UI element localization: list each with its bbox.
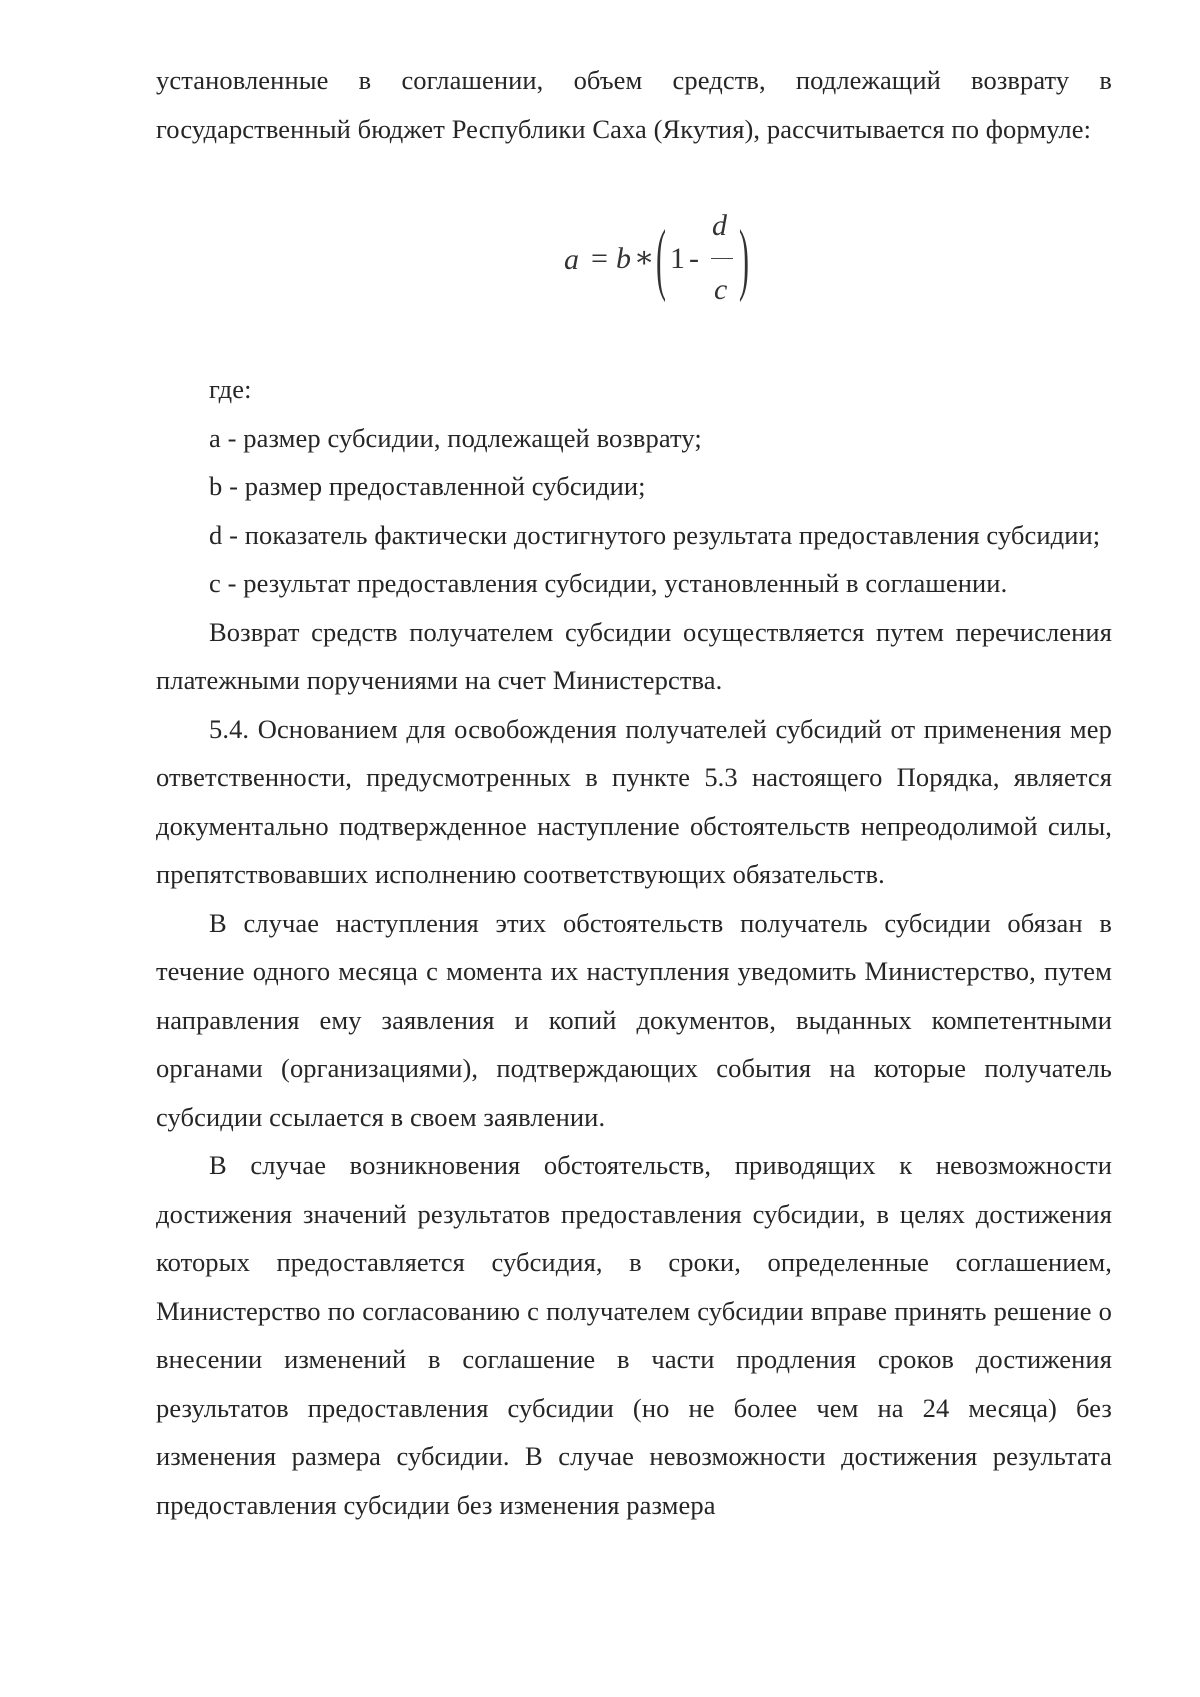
- formula-multiply: ∗: [634, 241, 655, 274]
- definition-a: а - размер субсидии, подлежащей возврату;: [209, 422, 702, 453]
- intro-paragraph: установленные в соглашении, объем средств, подлежащий возврату в государственный бюджет Республики Саха (Якутия), рассчитывается по формуле:: [156, 65, 1112, 144]
- formula-denominator-c: c: [714, 273, 728, 306]
- formula-numerator-d: d: [712, 209, 727, 242]
- formula-variable-a: a: [564, 243, 579, 276]
- intro-text-block: [156, 56, 1112, 153]
- where-label: где:: [209, 374, 252, 404]
- paragraph-return-funds: Возврат средств получателем субсидии осуществляется путем перечисления платежными поручениями на счет Министерства.: [156, 616, 1112, 695]
- formula-left-paren: (: [656, 215, 666, 305]
- formula-equals: =: [591, 242, 608, 275]
- formula-fraction-bar: [711, 258, 733, 259]
- formula-minus: -: [689, 242, 699, 275]
- formula-right-paren: ): [739, 215, 749, 305]
- definition-c: с - результат предоставления субсидии, установленный в соглашении.: [209, 568, 1008, 598]
- formula-variable-b: b: [616, 242, 631, 275]
- body-text-block: [156, 365, 1112, 1529]
- paragraph-deadline-extension: В случае возникновения обстоятельств, приводящих к невозможности достижения значений результатов предоставления субсидии, в целях достижения которых предоставляется субсидия, в сроки, определенные соглашением, Министерство по согласованию с получателем субсидии вправе принять решение о внесении изменений в соглашение в части продления сроков достижения результатов предоставления субсидии (но не более чем на 24 месяца) без изменения размера субсидии. В случае невозможности достижения результата предоставления субсидии без изменения размера: [156, 1150, 1112, 1520]
- definition-d: d - показатель фактически достигнутого результата предоставления субсидии;: [209, 519, 1101, 550]
- paragraph-circumstances-notice: В случае наступления этих обстоятельств получатель субсидии обязан в течение одного месяца с момента их наступления уведомить Министерство, путем направления ему заявления и копий документов, выданных компетентными органами (организациями), подтверждающих события на которые получатель субсидии ссылается в своем заявлении.: [156, 907, 1112, 1132]
- definition-b: b - размер предоставленной субсидии;: [209, 471, 646, 501]
- formula-one: 1: [670, 242, 685, 275]
- return-formula: [564, 209, 764, 306]
- paragraph-5-4: 5.4. Основанием для освобождения получателей субсидий от применения мер ответственности, предусмотренных в пункте 5.3 настоящего Порядка, является документально подтвержденное наступление обстоятельств непреодолимой силы, препятствовавших исполнению соответствующих обязательств.: [156, 713, 1112, 889]
